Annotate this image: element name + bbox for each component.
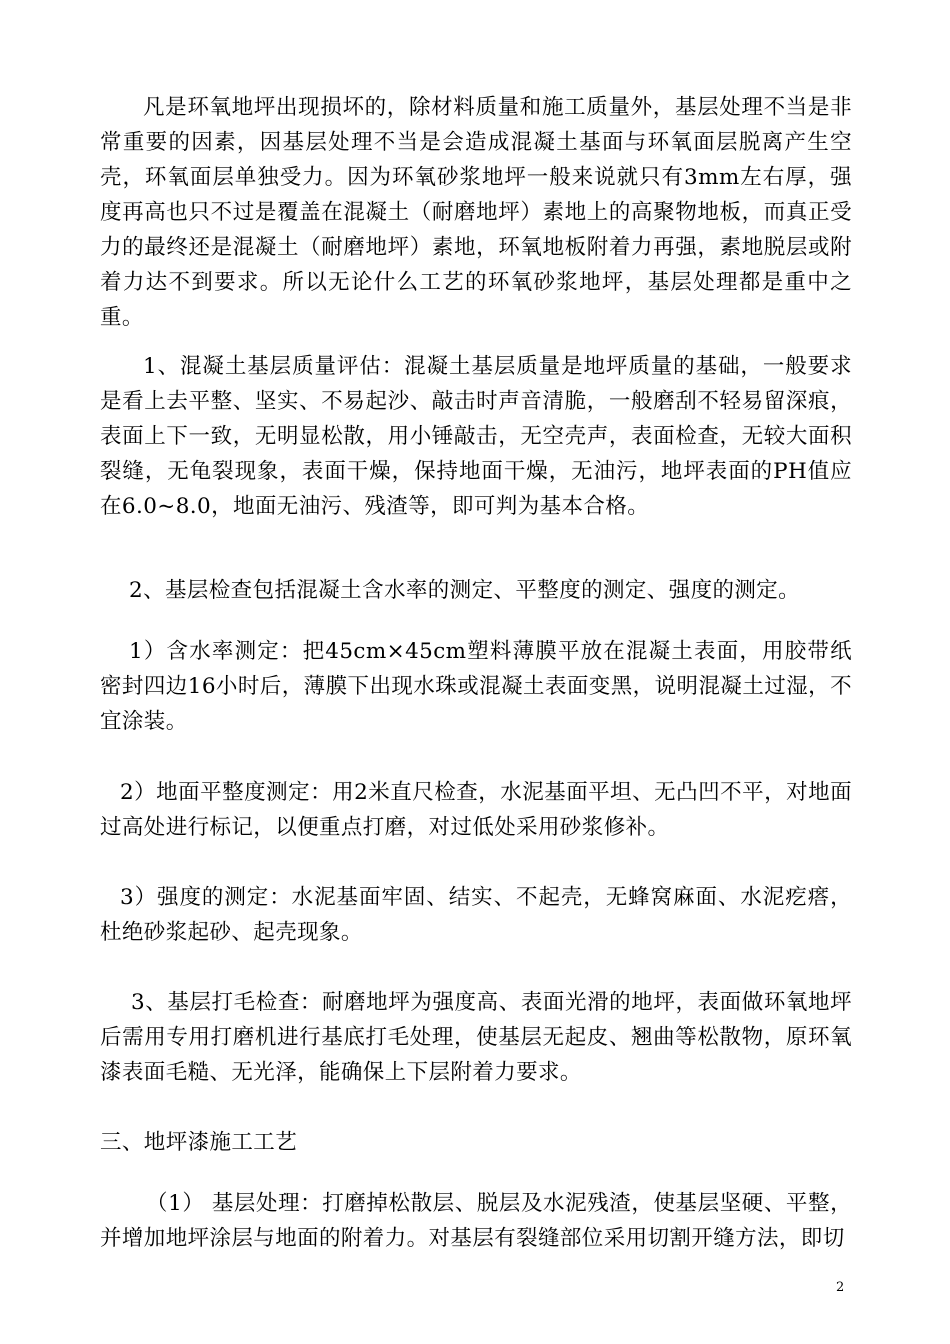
page-number: 2 — [836, 1280, 845, 1295]
paragraph-moisture-test: 1）含水率测定：把45cm×45cm塑料薄膜平放在混凝土表面，用胶带纸密封四边16小时后，薄膜下出现水珠或混凝土表面变黑，说明混凝土过湿，不宜涂装。 — [100, 639, 852, 734]
paragraph-base-quality-assessment: 1、混凝土基层质量评估：混凝土基层质量是地坪质量的基础，一般要求是看上去平整、坚实、不易起沙、敲击时声音清脆，一般磨刮不轻易留深痕，表面上下一致，无明显松散，用小锤敲击，无空壳声，表面检查，无较大面积裂缝，无龟裂现象，表面干燥，保持地面干燥，无油污，地坪表面的PH值应在6.0~8.0，地面无油污、残渣等，即可判为基本合格。 — [100, 354, 852, 519]
paragraph-flatness-test: 2）地面平整度测定：用2米直尺检查，水泥基面平坦、无凸凹不平，对地面过高处进行标记，以便重点打磨，对过低处采用砂浆修补。 — [100, 780, 852, 840]
paragraph-strength-test: 3）强度的测定：水泥基面牢固、结实、不起壳，无蜂窝麻面、水泥疙瘩，杜绝砂浆起砂、起壳现象。 — [100, 885, 852, 945]
section-heading-construction-process: 三、地坪漆施工工艺 — [100, 1130, 298, 1155]
paragraph-roughening-check: 3、基层打毛检查：耐磨地坪为强度高、表面光滑的地坪，表面做环氧地坪后需用专用打磨机进行基底打毛处理，使基层无起皮、翘曲等松散物，原环氧漆表面毛糙、无光泽，能确保上下层附着力要求。 — [100, 990, 852, 1085]
paragraph-base-treatment: （1） 基层处理：打磨掉松散层、脱层及水泥残渣，使基层坚硬、平整，并增加地坪涂层与地面的附着力。对基层有裂缝部位采用切割开缝方法，即切 — [100, 1191, 852, 1251]
paragraph-intro: 凡是环氧地坪出现损坏的，除材料质量和施工质量外，基层处理不当是非常重要的因素，因基层处理不当是会造成混凝土基面与环氧面层脱离产生空壳，环氧面层单独受力。因为环氧砂浆地坪一般来说就只有3mm左右厚，强度再高也只不过是覆盖在混凝土（耐磨地坪）素地上的高聚物地板，而真正受力的最终还是混凝土（耐磨地坪）素地，环氧地板附着力再强，素地脱层或附着力达不到要求。所以无论什么工艺的环氧砂浆地坪，基层处理都是重中之重。 — [100, 95, 852, 330]
paragraph-base-inspection: 2、基层检查包括混凝土含水率的测定、平整度的测定、强度的测定。 — [129, 578, 801, 603]
